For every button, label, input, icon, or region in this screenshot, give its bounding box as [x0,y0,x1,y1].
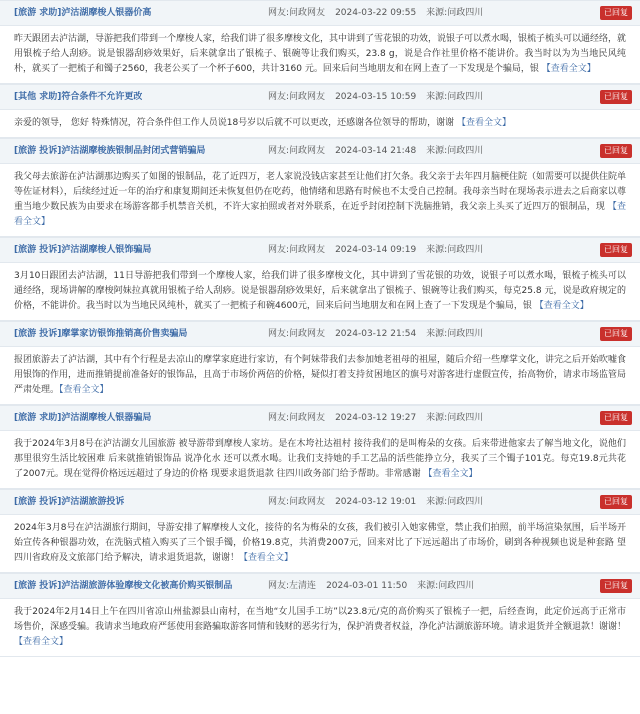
post-author: 问政网友 [289,92,326,102]
post-title-link[interactable] [14,490,124,514]
post-tags: [旅游 投诉] [14,146,62,156]
post-author: 问政网友 [289,8,326,18]
post-title-link[interactable] [14,322,187,346]
post-title-link[interactable] [14,238,151,262]
post-time: 2024-03-12 19:27 [335,413,417,423]
post-header [0,489,640,515]
view-all-link[interactable]: 【查看全文】 [14,637,69,647]
post-meta [268,139,493,163]
post-title-link[interactable] [14,574,232,598]
view-all-link[interactable]: 【查看全文】 [14,202,626,227]
post-source: 问政四川 [447,245,484,255]
source-label: 来源: [426,497,448,507]
post-excerpt [0,26,640,83]
post-body: 报团旅游去了泸沽湖，其中有个行程是去凉山的摩掌家庭进行家访，有个阿妹带我们去参加她老祖母的祖屋，随后介绍一些摩掌文化，讲完之后开始吹嘘食用银饰的作用，进而推销提前准备好的银饰品，且高于市场价两倍的价格，疑似打着支持贫困地区的旗号对游客进行虚假宣传，抬高物价，请求市场监管局严肃处理。 [14,355,627,395]
post-header [0,237,640,263]
post-time: 2024-03-14 21:48 [335,146,417,156]
view-all-link[interactable]: 【查看全文】 [534,301,589,311]
post-author: 左清连 [289,581,317,591]
list-item [0,321,640,405]
post-excerpt [0,515,640,572]
post-tags: [旅游 投诉] [14,245,62,255]
list-item [0,489,640,573]
list-item [0,237,640,321]
view-all-link[interactable]: 【查看全文】 [239,553,294,563]
post-body: 3月10日跟团去泸沽湖，11日导游把我们带到一个摩梭人家，给我们讲了很多摩梭文化，其中讲到了雪花银的功效，说银子可以煮水喝，银梳子梳头可以通经络，现场讲解的摩梭阿妹拉真就用银梳子给人刮痧。说是银器刮痧效果好，后来就拿出了银梳子、银碗等让我们购买，每克25.8 元，说是政府规定的价格，不能讲价。我当时以为当地民风纯朴，就买了一把梳子和碗4600元，回来后问当地朋友和在网上查了一下发现是个骗局，银 [14,271,626,311]
post-header [0,405,640,431]
post-time: 2024-03-01 11:50 [326,581,408,591]
post-meta [268,406,493,430]
post-title: 符合条件不允许更改 [61,92,143,102]
post-header [0,573,640,599]
post-title: 摩掌家访银饰推销高价售卖骗局 [61,329,188,339]
author-label: 网友: [268,8,290,18]
post-title: 泸沽湖摩梭人银器骗局 [61,413,152,423]
post-excerpt [0,431,640,488]
post-body: 我于2024年3月8号在泸沽湖女儿国旅游 被导游带到摩梭人家坊。是在木垮社达祖村 接待我们的是叫梅朵的女孩。后来带进他家去了解当地文化，说他们那里很穷生活比较困难 后来就推销银饰品 说净化水 还可以煮水喝。让我们支持她的手工艺品的活些能挣立分，我买了三个镯子101克。每克19.8元共花了2007元。现在觉得价格远远超过了身边的价格 现要求退货退款 往四川政务部门给予帮助。非常感谢 [14,439,626,479]
source-label: 来源: [426,329,448,339]
post-title-link[interactable] [14,139,205,163]
post-body: 亲爱的领导， 您好 特殊情况，符合条件但工作人员说18号岁以后就不可以更改，还感谢各位领导的帮助，谢谢 [14,118,458,128]
post-excerpt [0,263,640,320]
status-badge: 已回复 [600,243,632,257]
source-label: 来源: [426,413,448,423]
post-author: 问政网友 [289,146,326,156]
post-title: 泸沽湖摩梭人银饰骗局 [61,245,152,255]
status-badge: 已回复 [600,495,632,509]
post-source: 问政四川 [438,581,475,591]
post-author: 问政网友 [289,413,326,423]
post-tags: [旅游 求助] [14,413,62,423]
post-time: 2024-03-12 19:01 [335,497,417,507]
post-meta [268,322,493,346]
view-all-link[interactable]: 【查看全文】 [423,469,478,479]
post-header [0,0,640,26]
list-item [0,138,640,237]
post-excerpt [0,599,640,656]
post-tags: [旅游 投诉] [14,581,62,591]
list-item [0,0,640,84]
status-badge: 已回复 [600,6,632,20]
status-badge: 已回复 [600,579,632,593]
post-meta [268,1,493,25]
post-tags: [旅游 求助] [14,8,62,18]
post-body: 我于2024年2月14日上午在四川省凉山州盐源县山南村，在当地“女儿国手工坊”以23.8元/克的高价购买了银梳子一把，后经查询，此定价远高于正常市场售价，深感受骗。我请求当地政府严惩使用套路骗取游客同情和钱财的恶劣行为，保护消费者权益，净化泸沽湖旅游环境。请求退货并全额退款！谢谢！ [14,607,627,632]
post-time: 2024-03-14 09:19 [335,245,417,255]
post-time: 2024-03-22 09:55 [335,8,417,18]
status-badge: 已回复 [600,90,632,104]
author-label: 网友: [268,581,290,591]
status-badge: 已回复 [600,411,632,425]
source-label: 来源: [417,581,439,591]
post-excerpt [0,110,640,137]
post-meta [268,574,484,598]
post-meta [268,490,493,514]
post-title-link[interactable] [14,1,151,25]
post-header [0,321,640,347]
author-label: 网友: [268,329,290,339]
author-label: 网友: [268,92,290,102]
post-source: 问政四川 [447,146,484,156]
post-source: 问政四川 [447,413,484,423]
source-label: 来源: [426,92,448,102]
post-meta [268,85,493,109]
post-source: 问政四川 [447,329,484,339]
source-label: 来源: [426,146,448,156]
post-tags: [旅游 投诉] [14,329,62,339]
post-meta [268,238,493,262]
post-time: 2024-03-12 21:54 [335,329,417,339]
list-item [0,84,640,138]
author-label: 网友: [268,245,290,255]
post-header [0,138,640,164]
post-title: 泸沽湖旅游投诉 [61,497,125,507]
list-item [0,405,640,489]
post-time: 2024-03-15 10:59 [335,92,417,102]
view-all-link[interactable]: 【查看全文】 [59,385,109,395]
source-label: 来源: [426,245,448,255]
post-body: 我父母去旅游在泸沽湖那边购买了如图的银制品，花了近四万，老人家说没钱店家甚至让他们打欠条。我父亲于去年四月脑梗住院（如需要可以提供住院单等佐证材料），后续经过近一年的治疗和康复期间还未恢复但仍在吃药，他情绪和思路有时候也不太受自己控制。我母亲当时在现场表示进去之后商家以尊重当地少数民族为由要求在场游客都手机禁音关机，不许大家拍照或者对外联系，在近乎封闭控制下洗脑推销，我父亲上头买了近四万的银制品，现 [14,172,627,212]
post-source: 问政四川 [447,8,484,18]
list-item [0,573,640,657]
status-badge: 已回复 [600,327,632,341]
post-title: 泸沽湖摩梭族银制品封闭式营销骗局 [61,146,206,156]
post-source: 问政四川 [447,497,484,507]
author-label: 网友: [268,146,290,156]
post-body: 昨天跟团去泸沽湖，导游把我们带到一个摩梭人家，给我们讲了很多摩梭文化，其中讲到了雪花银的功效，说银子可以煮水喝，银梳子梳头可以通经络，就用银梳子给人刮痧。说是银器刮痧效果好，后来就拿出了银梳子、银碗等让我们购买，23.8 g，说是合作社里价格不能讲价。我当时以为为当地民风纯朴，就买了一把梳子和镯子2560，我老公买了一个杯子600，共计3160 元。回来后问当地朋友和在网上查了一下发现是个骗局，银 [14,34,627,74]
view-all-link[interactable]: 【查看全文】 [457,118,512,128]
post-title: 泸沽湖旅游体验摩梭文化被高价购买银制品 [61,581,233,591]
post-author: 问政网友 [289,497,326,507]
post-excerpt [0,164,640,236]
source-label: 来源: [426,8,448,18]
view-all-link[interactable]: 【查看全文】 [541,64,596,74]
post-tags: [旅游 投诉] [14,497,62,507]
author-label: 网友: [268,497,290,507]
post-author: 问政网友 [289,329,326,339]
post-excerpt [0,347,640,404]
status-badge: 已回复 [600,144,632,158]
post-author: 问政网友 [289,245,326,255]
author-label: 网友: [268,413,290,423]
post-title: 泸沽湖摩梭人银器价高 [61,8,152,18]
post-header [0,84,640,110]
post-body: 2024年3月8号在泸沽湖旅行期间，导游安排了解摩梭人文化，接待的名为梅朵的女孩，我们被引入她家佛堂，禁止我们拍照，前半场渲染氛围，后半场开始宣传各种银器功效，在洗脑式植入购买了三个银手镯，价格19.8克，共消费2007元，回来对比了下远远超出了市场价，刷到各种视频也说是种套路 望四川省政府及文旅部门给予解决，请求退货退款，谢谢！ [14,523,626,563]
post-title-link[interactable] [14,85,142,109]
post-source: 问政四川 [447,92,484,102]
post-title-link[interactable] [14,406,151,430]
post-tags: [其他 求助] [14,92,62,102]
